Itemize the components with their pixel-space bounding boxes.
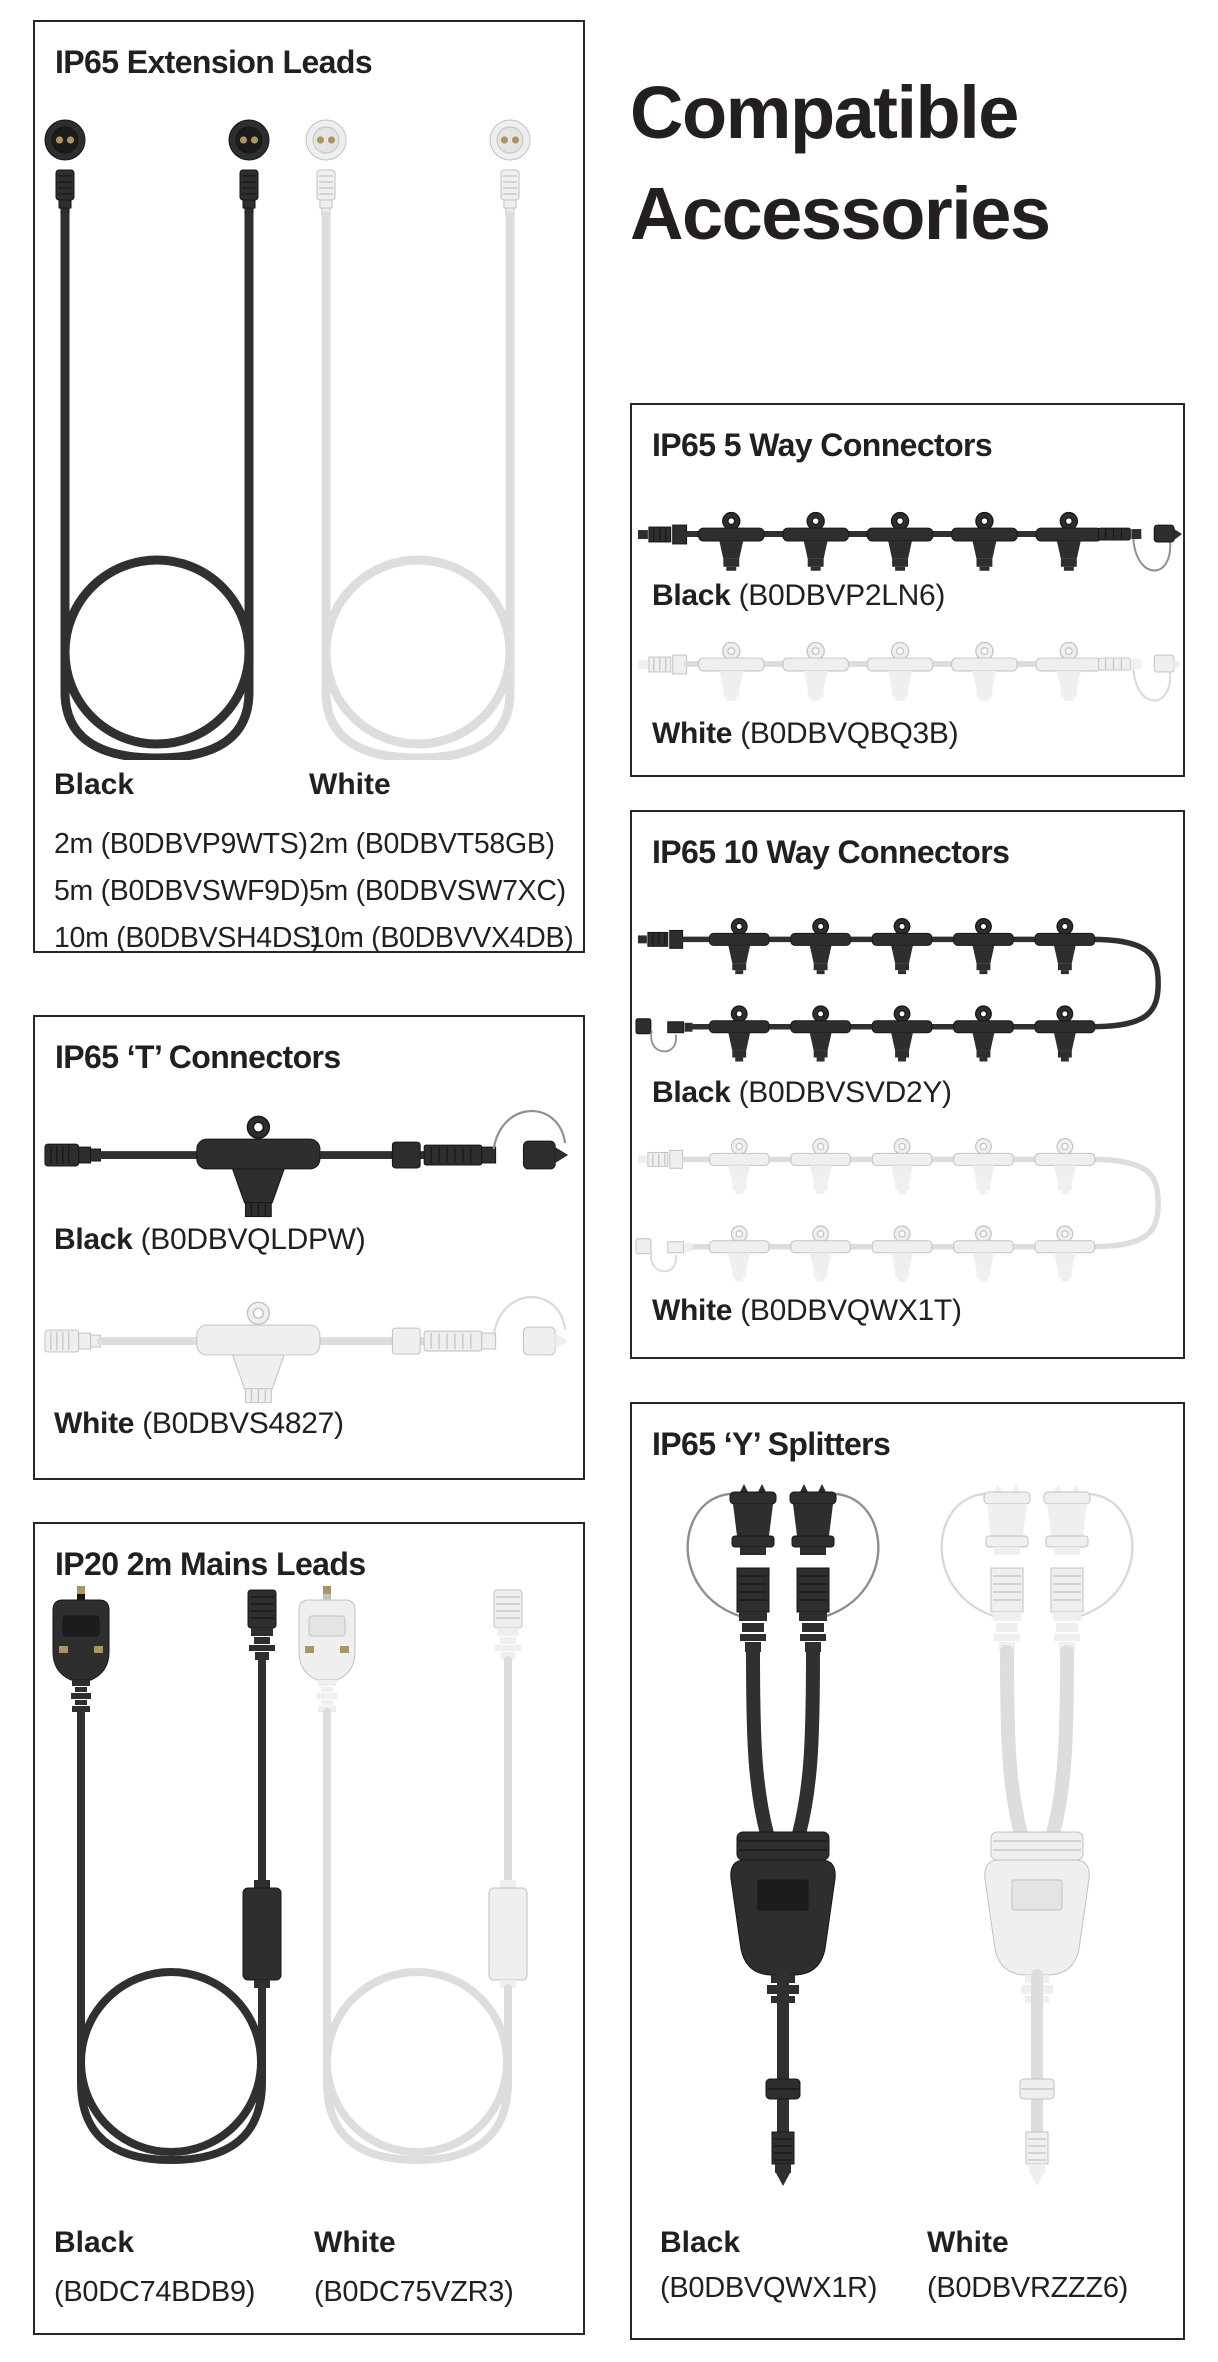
- color-label-black: Black: [54, 768, 135, 801]
- mains-lead-white-illustration: [283, 1584, 533, 2194]
- section-box-mains-leads: [33, 1522, 585, 2335]
- black-variant-code: Black (B0DBVP2LN6): [652, 579, 946, 612]
- color-label-white: White: [309, 768, 391, 801]
- product-code-item: 2m (B0DBVP9WTS): [54, 828, 308, 860]
- product-code-item: 10m (B0DBVVX4DB): [309, 922, 574, 954]
- page-title: [630, 62, 1205, 264]
- product-code-item: 2m (B0DBVT58GB): [309, 828, 555, 860]
- extension-lead-white-illustration: [298, 110, 538, 760]
- 10-way-black-illustration: [632, 907, 1183, 1077]
- color-label-white: White: [314, 2226, 396, 2259]
- section-heading: IP20 2m Mains Leads: [55, 1546, 366, 1582]
- t-connector-black-illustration: [35, 1093, 583, 1228]
- section-box-y-splitters: [630, 1402, 1185, 2340]
- black-variant-code: Black (B0DBVQLDPW): [54, 1223, 366, 1256]
- section-heading: IP65 ‘Y’ Splitters: [652, 1426, 891, 1462]
- section-box-5-way-connectors: [630, 403, 1185, 777]
- page-title-line-1: Compatible: [630, 71, 1018, 154]
- 5-way-black-illustration: [632, 484, 1183, 589]
- white-variant-code: White (B0DBVQWX1T): [652, 1294, 962, 1327]
- white-variant-code: White (B0DBVQBQ3B): [652, 717, 959, 750]
- section-heading: IP65 10 Way Connectors: [652, 834, 1010, 870]
- section-heading: IP65 5 Way Connectors: [652, 427, 993, 463]
- product-code-item: 5m (B0DBVSW7XC): [309, 875, 566, 907]
- page-title-line-2: Accessories: [630, 172, 1050, 255]
- section-heading: IP65 Extension Leads: [55, 44, 373, 80]
- 10-way-white-illustration: [632, 1127, 1183, 1297]
- color-label-black: Black: [54, 2226, 135, 2259]
- product-code-item: 10m (B0DBVSH4DS): [54, 922, 321, 954]
- section-box-t-connectors: [33, 1015, 585, 1480]
- section-box-extension-leads: [33, 20, 585, 953]
- white-variant-list: [309, 821, 573, 962]
- 5-way-white-illustration: [632, 614, 1183, 719]
- black-variant-code: (B0DC74BDB9): [54, 2276, 256, 2308]
- section-heading: IP65 ‘T’ Connectors: [55, 1039, 341, 1075]
- white-variant-code: (B0DBVRZZZ6): [927, 2272, 1129, 2304]
- black-variant-code: (B0DBVQWX1R): [660, 2272, 878, 2304]
- color-label-black: Black: [660, 2226, 741, 2259]
- color-label-white: White: [927, 2226, 1009, 2259]
- t-connector-white-illustration: [35, 1279, 583, 1414]
- black-variant-list: [54, 821, 320, 962]
- y-splitter-black-illustration: [658, 1482, 908, 2217]
- product-code-item: 5m (B0DBVSWF9D): [54, 875, 310, 907]
- white-variant-code: (B0DC75VZR3): [314, 2276, 514, 2308]
- section-box-10-way-connectors: [630, 810, 1185, 1359]
- extension-lead-black-illustration: [37, 110, 277, 760]
- black-variant-code: Black (B0DBVSVD2Y): [652, 1076, 952, 1109]
- white-variant-code: White (B0DBVS4827): [54, 1407, 344, 1440]
- mains-lead-black-illustration: [37, 1584, 287, 2194]
- y-splitter-white-illustration: [912, 1482, 1162, 2217]
